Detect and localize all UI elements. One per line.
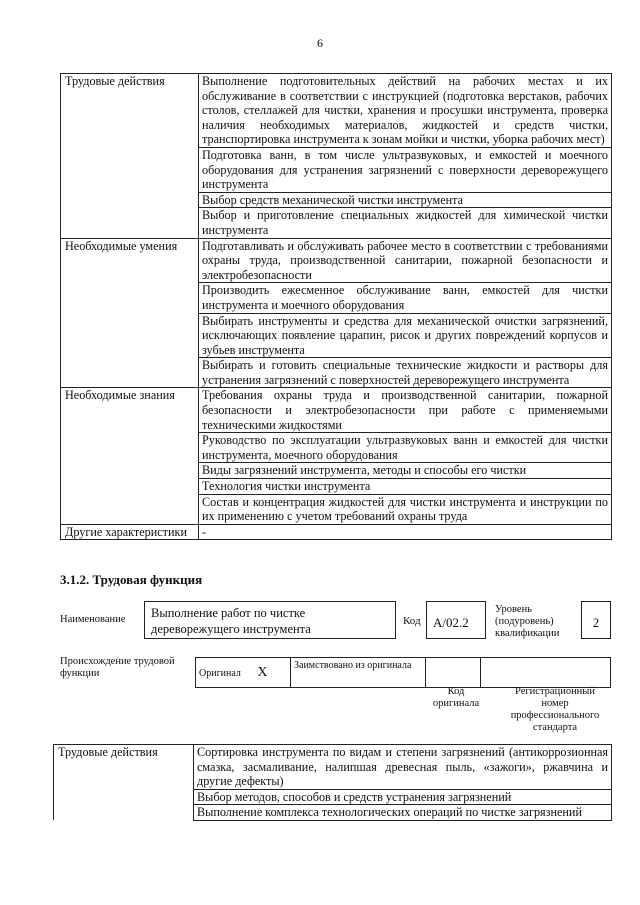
table-cell: Состав и концентрация жидкостей для чистки инструмента и инструкции по их применению с учетом требований охраны труда xyxy=(199,494,612,524)
table-cell: Выбор методов, способов и средств устранения загрязнений xyxy=(194,789,612,805)
section-title: 3.1.2. Трудовая функция xyxy=(60,572,203,587)
table-row xyxy=(61,74,612,148)
function-code-box: А/02.2 xyxy=(426,601,486,639)
table-cell: Выбор и приготовление специальных жидкостей для химической чистки инструмента xyxy=(199,208,612,238)
function-name-box: Выполнение работ по чистке дереворежущего инструмента xyxy=(144,601,396,639)
code-original-label: Код оригинала xyxy=(432,686,480,709)
table-cell: Подготовка ванн, в том числе ультразвуковых, и емкостей и моечного оборудования для устранения загрязнений с поверхности дереворежущего инструмента xyxy=(199,147,612,192)
table-cell: Выбирать и готовить специальные технические жидкости и растворы для устранения загрязнений с поверхностей дереворежущего инструмента xyxy=(199,358,612,388)
code-label: Код xyxy=(403,615,421,627)
origin-table xyxy=(195,657,611,688)
original-label: Оригинал xyxy=(199,667,241,679)
row-label: Трудовые действия xyxy=(54,745,194,821)
row-label: Необходимые умения xyxy=(61,238,199,388)
table-cell: Руководство по эксплуатации ультразвуковых ванн и емкостей для чистки инструмента, моечного оборудования xyxy=(199,433,612,463)
row-label: Другие характеристики xyxy=(61,524,199,540)
level-box: 2 xyxy=(581,601,611,639)
original-mark: X xyxy=(257,664,268,680)
origin-label: Происхождение трудовой функции xyxy=(60,656,175,679)
row-label: Необходимые знания xyxy=(61,388,199,524)
original-cell xyxy=(196,658,291,688)
table-cell: Подготавливать и обслуживать рабочее место в соответствии с требованиями охраны труда, производственной санитарии, пожарной безопасности и электробезопасности xyxy=(199,238,612,283)
table-row xyxy=(61,388,612,433)
labor-function-table-a0102 xyxy=(60,73,612,540)
table-cell: Выполнение подготовительных действий на рабочих местах и их обслуживание в соответствии с инструкцией (подготовка верстаков, рабочих столов, стеллажей для чистки, хранения и просушки инструмента, проверка наличия необходимых материалов, жидкостей и средств чистки, транспортировка инструмента к зонам мойки и чистки, уборка рабочих мест) xyxy=(199,74,612,148)
table-cell: - xyxy=(199,524,612,540)
borrowed-cell: Заимствовано из оригинала xyxy=(291,658,426,688)
labor-function-table-a0202 xyxy=(53,744,612,821)
table-row xyxy=(61,524,612,540)
table-cell: Выбор средств механической чистки инструмента xyxy=(199,192,612,208)
page-number: 6 xyxy=(317,36,323,50)
table-cell: Сортировка инструмента по видам и степени загрязнений (антикоррозионная смазка, засмаливание, налипшая древесная пыль, «зажоги», ржавчина и другие дефекты) xyxy=(194,745,612,790)
name-label: Наименование xyxy=(60,614,126,625)
table-cell: Выполнение комплекса технологических операций по чистке загрязнений xyxy=(194,805,612,821)
table-cell: Виды загрязнений инструмента, методы и способы его чистки xyxy=(199,463,612,479)
table-cell: Производить ежесменное обслуживание ванн, емкостей для чистки инструмента и моечного оборудования xyxy=(199,283,612,313)
code-original-cell xyxy=(426,658,481,688)
table-cell: Выбирать инструменты и средства для механической очистки загрязнений, исключающих появление царапин, рисок и других повреждений корпусов и зубьев инструмента xyxy=(199,313,612,358)
row-label: Трудовые действия xyxy=(61,74,199,239)
table-row xyxy=(61,238,612,283)
reg-number-label: Регистрационный номер профессионального стандарта xyxy=(510,686,600,733)
table-cell: Требования охраны труда и производственной санитарии, пожарной безопасности и электробезопасности при работе с применяемыми техническими жидкостями xyxy=(199,388,612,433)
level-label: Уровень (подуровень) квалификации xyxy=(495,604,560,639)
table-row xyxy=(54,745,612,790)
reg-number-cell xyxy=(481,658,611,688)
table-row xyxy=(196,658,611,688)
table-cell: Технология чистки инструмента xyxy=(199,479,612,495)
